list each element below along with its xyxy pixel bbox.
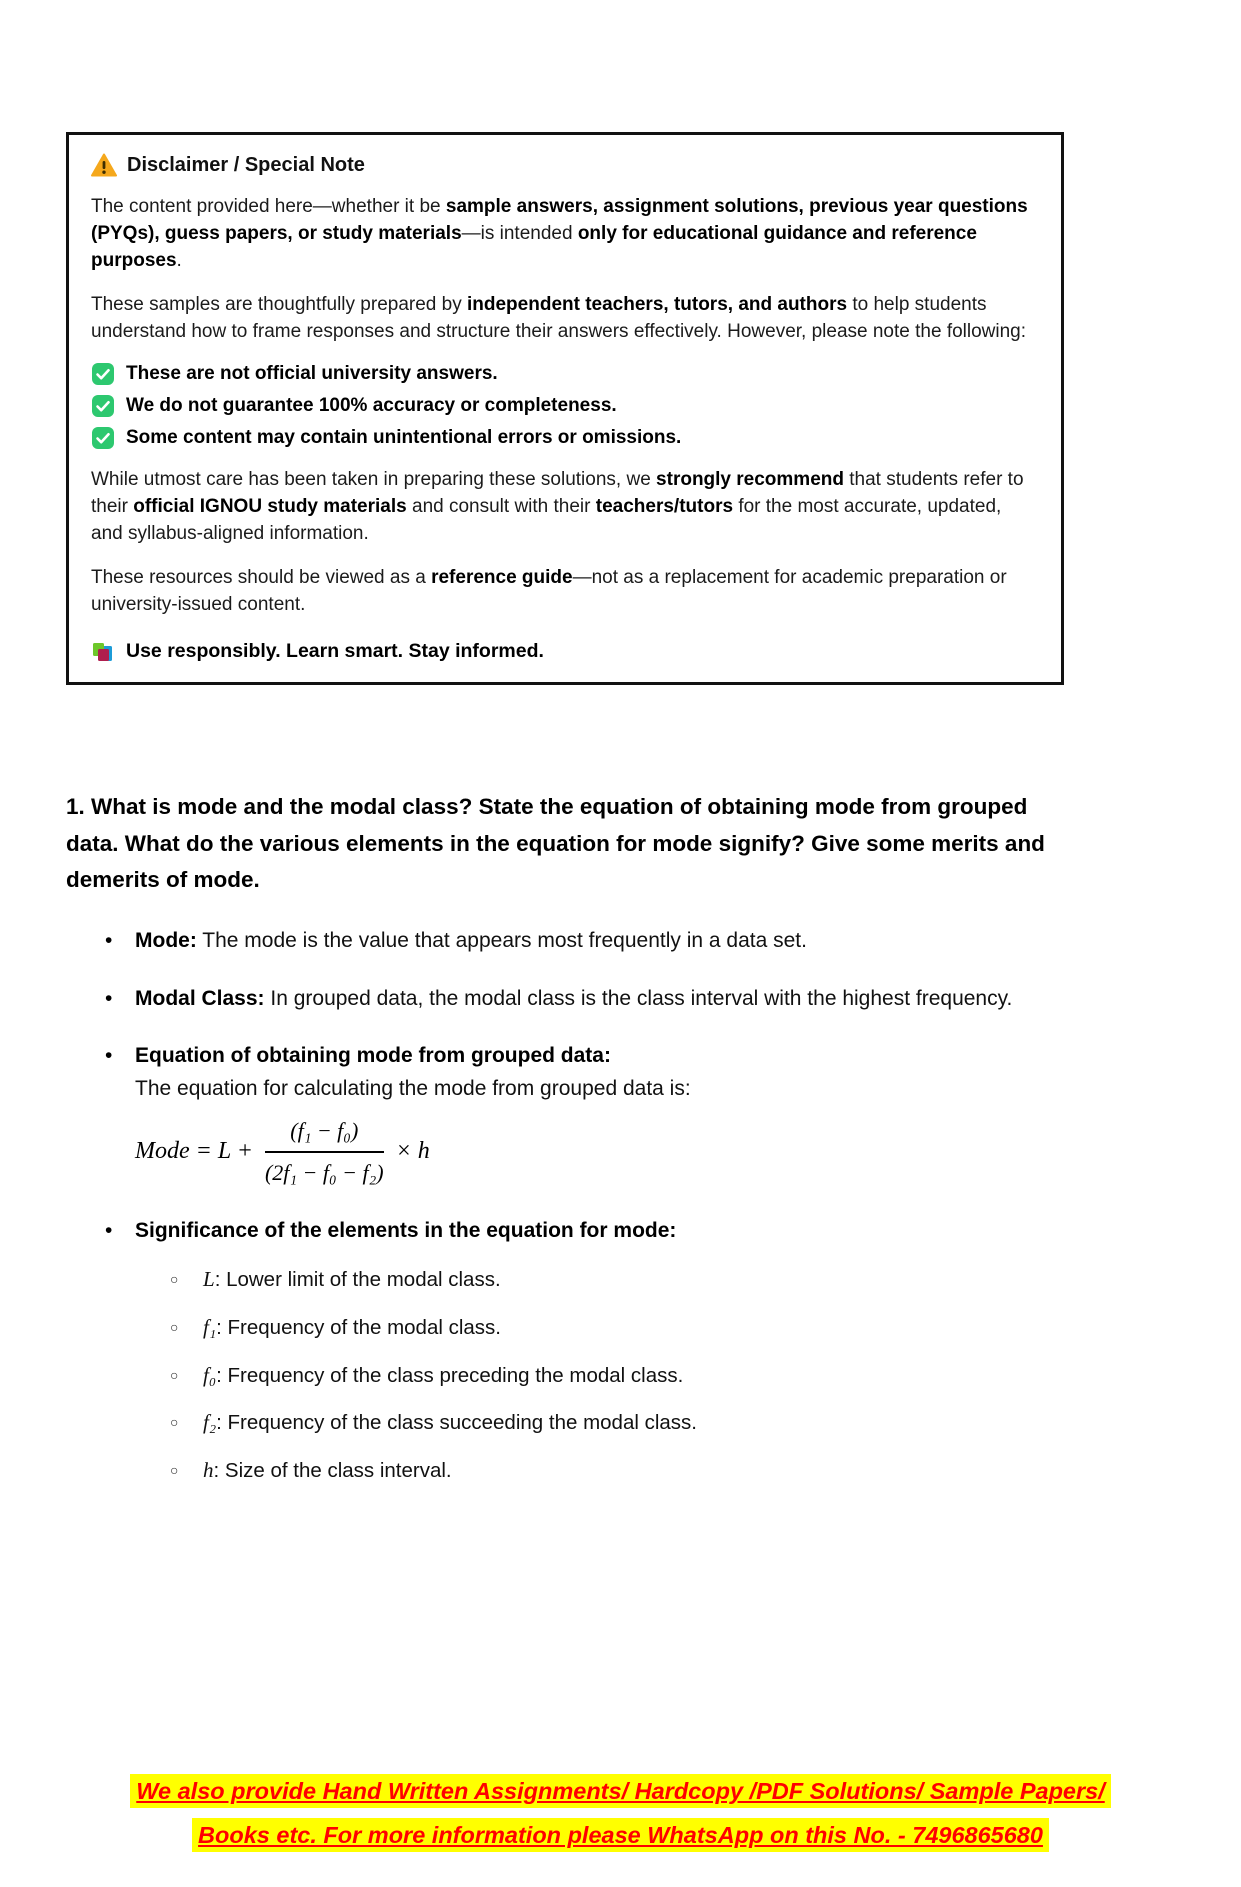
check-item (91, 362, 1037, 386)
check-text: Some content may contain unintentional errors or omissions. (126, 426, 682, 448)
equation-intro: The equation for calculating the mode from grouped data is: (135, 1077, 691, 1100)
checkmark-icon (91, 426, 115, 450)
modal-class-definition: Modal Class: In grouped data, the modal class is the class interval with the highest frequency. (135, 986, 1013, 1010)
circle-bullet-marker: ○ (170, 1366, 179, 1383)
circle-bullet-marker: ○ (170, 1462, 179, 1479)
bullet-item-equation (66, 1040, 1051, 1189)
usage-note-row (91, 640, 1037, 664)
checkmark-icon (91, 394, 115, 418)
disclaimer-paragraph-2: These samples are thoughtfully prepared by independent teachers, tutors, and authors to help students understand how to frame responses and structure their answers effectively. However, please note the following: (91, 293, 1027, 342)
bullet-marker: • (105, 1218, 113, 1242)
variable-definition (203, 1455, 452, 1486)
variable-description: : Frequency of the modal class. (216, 1316, 501, 1339)
variable-name: f₀ (203, 1362, 217, 1387)
significance-heading: Significance of the elements in the equation for mode: (135, 1218, 677, 1242)
disclaimer-title: Disclaimer / Special Note (127, 153, 365, 176)
bullet-item-modal-class (66, 983, 1051, 1016)
check-text: These are not official university answers. (126, 362, 498, 384)
variable-name: f₂ (203, 1410, 217, 1435)
circle-bullet-marker: ○ (170, 1271, 179, 1288)
variable-description: : Frequency of the class succeeding the modal class. (216, 1411, 697, 1435)
mode-formula (135, 1114, 1015, 1190)
circle-bullet-marker: ○ (170, 1414, 179, 1431)
check-item (91, 426, 1037, 450)
variable-description: : Size of the class interval. (213, 1459, 452, 1483)
disclaimer-paragraph-3: While utmost care has been taken in preparing these solutions, we strongly recommend that students refer to their official IGNOU study materials and consult with their teachers/tutors for the most accurate, updated, and syllabus-aligned information. (91, 468, 1024, 544)
disclaimer-paragraph-1: The content provided here—whether it be sample answers, assignment solutions, previous year questions (PYQs), guess papers, or study materials—is intended only for educational guidance and reference purposes. (91, 196, 1028, 271)
mode-definition: Mode: The mode is the value that appears most frequently in a data set. (135, 929, 807, 953)
check-item (91, 394, 1037, 418)
answer-bullet-list (66, 925, 1051, 1486)
equation-section (135, 1040, 1015, 1189)
promo-banner (0, 1771, 1241, 1859)
formula-rhs: × h (395, 1138, 430, 1165)
document-page (0, 132, 1241, 1887)
check-text: We do not guarantee 100% accuracy or completeness. (126, 394, 617, 416)
disclaimer-paragraph-4: These resources should be viewed as a reference guide—not as a replacement for academic preparation or university-issued content. (91, 566, 1007, 615)
formula-numerator: (f₁ − f₀) (265, 1114, 384, 1153)
formula-denominator: (2f₁ − f₀ − f₂) (264, 1159, 384, 1185)
sub-bullet-item (66, 1360, 1051, 1391)
promo-line-1: We also provide Hand Written Assignments/ Hardcopy /PDF Solutions/ Sample Papers/ (130, 1774, 1111, 1808)
sub-bullet-item (66, 1264, 1051, 1295)
promo-line-2: Books etc. For more information please WhatsApp on this No. - 7496865680 (192, 1818, 1049, 1852)
books-icon (91, 640, 115, 664)
sub-bullet-item (66, 1312, 1051, 1343)
disclaimer-box (66, 132, 1064, 685)
sub-bullet-item (66, 1407, 1051, 1438)
variable-definition (203, 1312, 501, 1343)
question-heading: 1. What is mode and the modal class? State the equation of obtaining mode from grouped data. What do the various elements in the equation for mode signify? Give some merits and demerits of mode. (66, 793, 1045, 893)
bullet-item-mode (66, 925, 1051, 958)
bullet-marker: • (105, 929, 113, 953)
sub-bullet-item (66, 1455, 1051, 1486)
variable-definition (203, 1407, 697, 1438)
formula-fraction (265, 1114, 384, 1190)
variable-description: : Frequency of the class preceding the modal class. (216, 1363, 684, 1387)
bullet-item-significance (66, 1215, 1051, 1248)
bullet-marker: • (105, 1044, 113, 1068)
variable-name: h (203, 1458, 214, 1483)
warning-icon (91, 153, 117, 177)
variable-definition (203, 1264, 501, 1295)
checkmark-icon (91, 362, 115, 386)
variable-name: L (203, 1267, 215, 1292)
variable-name: f₁ (203, 1315, 217, 1339)
significance-sub-list (66, 1264, 1051, 1486)
usage-note: Use responsibly. Learn smart. Stay informed. (126, 640, 544, 663)
bullet-marker: • (105, 986, 113, 1010)
variable-definition (203, 1360, 683, 1391)
circle-bullet-marker: ○ (170, 1319, 179, 1335)
disclaimer-title-row (91, 153, 1037, 177)
formula-lhs: Mode = L + (135, 1138, 253, 1165)
variable-description: : Lower limit of the modal class. (214, 1268, 501, 1292)
equation-label: Equation of obtaining mode from grouped data: (135, 1044, 611, 1068)
check-list (91, 362, 1037, 450)
